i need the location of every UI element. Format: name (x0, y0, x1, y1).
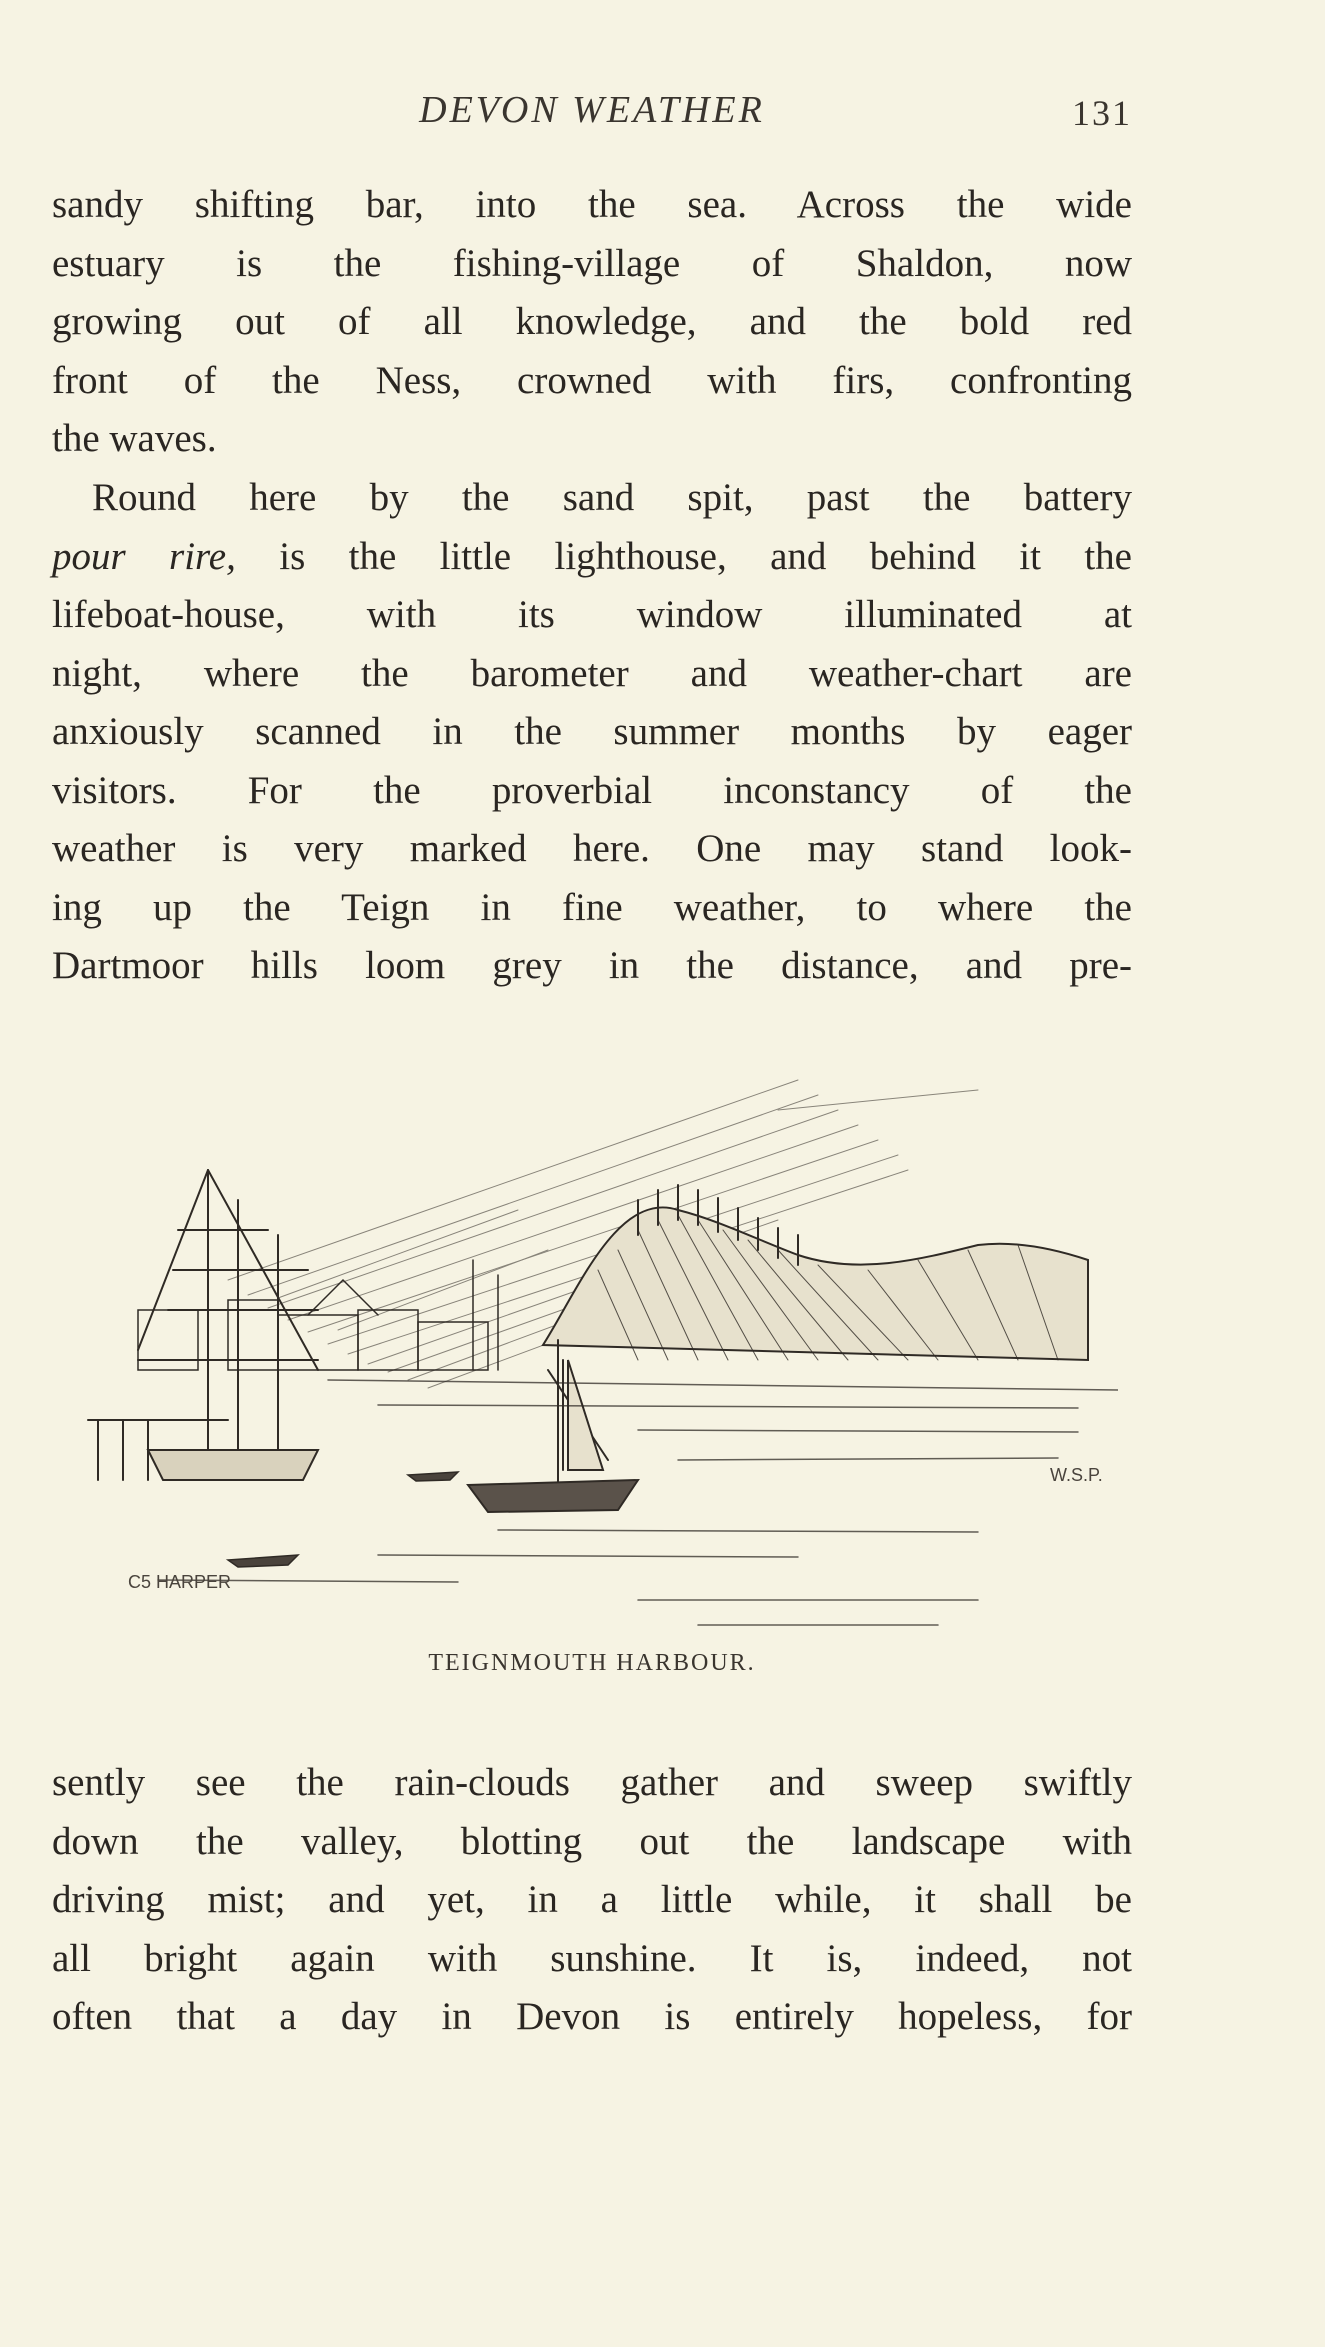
paragraph-3 (52, 1754, 1132, 2047)
text-line: estuary is the fishing-village of Shaldon, now (52, 241, 1132, 285)
text-line: Dartmoor hills loom grey in the distance, and pre- (52, 944, 1132, 987)
text-line: Round here by the sand spit, past the battery (92, 476, 1132, 519)
text-line: growing out of all knowledge, and the bold red (52, 300, 1132, 343)
text-line: sently see the rain-clouds gather and sweep swiftly (52, 1761, 1132, 1804)
illustration-caption: TEIGNMOUTH HARBOUR. (428, 1650, 756, 1676)
text-line: driving mist; and yet, in a little while, it shall be (52, 1878, 1132, 1921)
text-line: front of the Ness, crowned with firs, confronting (52, 358, 1132, 402)
text-line: down the valley, blotting out the landscape with (52, 1819, 1132, 1863)
italic-phrase: pour rire, (52, 534, 236, 578)
page-number: 131 (1072, 93, 1132, 133)
text-line: lifeboat-house, with its window illuminated at (52, 593, 1132, 636)
text-line: night, where the barometer and weather-chart are (52, 651, 1132, 695)
paragraph-2 (52, 469, 1132, 996)
text-span: is the little lighthouse, and behind it the (235, 534, 1132, 578)
text-line: often that a day in Devon is entirely hopeless, for (52, 1995, 1132, 2038)
paragraph-1 (52, 176, 1132, 469)
text-line: all bright again with sunshine. It is, indeed, not (52, 1936, 1132, 1980)
running-head (52, 88, 1132, 148)
text-line (52, 528, 1132, 587)
text-line: sandy shifting bar, into the sea. Across the wide (52, 183, 1132, 226)
text-line: visitors. For the proverbial inconstancy of the (52, 768, 1132, 812)
text-line: weather is very marked here. One may stand look- (52, 827, 1132, 870)
harbour-illustration (78, 1060, 1118, 1650)
artist-signature-right: W.S.P. (1050, 1465, 1103, 1485)
running-head-title: DEVON WEATHER (419, 89, 765, 131)
text-line: ing up the Teign in fine weather, to where the (52, 885, 1132, 929)
text-line: the waves. (52, 417, 217, 460)
artist-signature-left: C5 HARPER (128, 1572, 232, 1592)
text-line: anxiously scanned in the summer months by eager (52, 710, 1132, 753)
